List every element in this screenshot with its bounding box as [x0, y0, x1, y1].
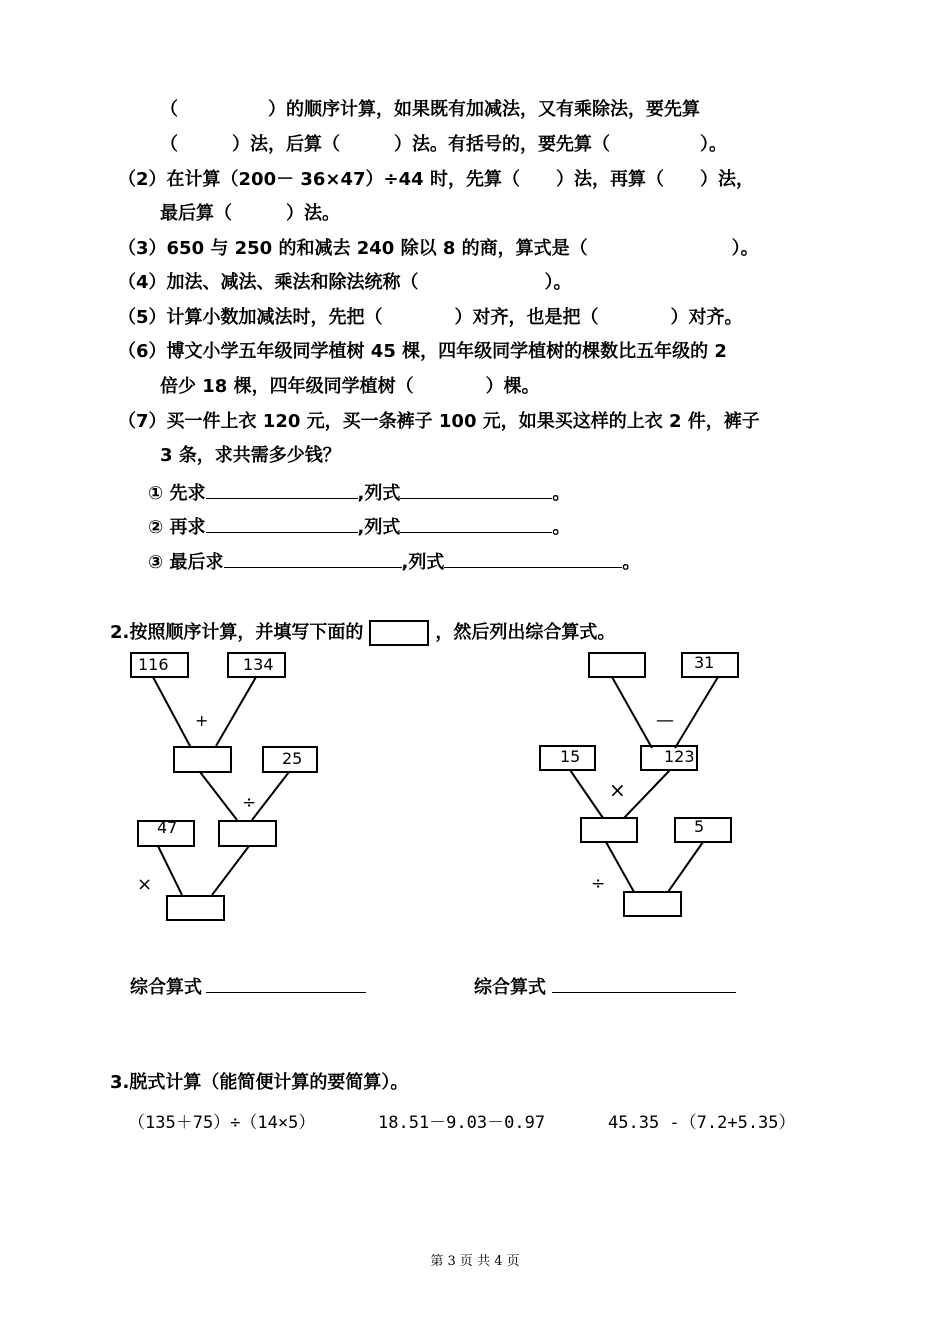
label-123: 123: [664, 747, 695, 766]
step-2-formula-blank[interactable]: [400, 514, 552, 533]
op-divide-right: ÷: [591, 874, 606, 894]
left-link-4: [252, 772, 289, 820]
label-5: 5: [694, 817, 705, 836]
combo-right-label: 综合算式: [474, 977, 546, 998]
op-minus: —: [656, 710, 674, 731]
answer-box-product[interactable]: [167, 896, 224, 920]
step-1-formula-label: ,列式: [357, 483, 401, 504]
right-link-4: [624, 770, 670, 818]
q1-part-2b: 最后算（ ）法。: [160, 203, 340, 224]
answer-box-right-quotient[interactable]: [624, 892, 681, 916]
left-link-3: [200, 772, 237, 820]
op-plus: +: [195, 711, 209, 730]
answer-box-minuend[interactable]: [589, 653, 645, 677]
right-link-5: [606, 842, 634, 892]
label-116: 116: [138, 655, 169, 674]
left-link-1: [153, 677, 190, 746]
op-times-left: ×: [137, 874, 153, 895]
q1-part-4: （4）加法、减法、乘法和除法统称（ ）。: [118, 272, 572, 293]
combo-left: [130, 974, 366, 999]
op-divide-left: ÷: [242, 793, 257, 813]
step-2-formula-label: ,列式: [357, 517, 401, 538]
q3-expr-3: 45.35 -（7.2+5.35）: [608, 1113, 796, 1133]
step-1: [148, 480, 570, 505]
answer-box-quotient[interactable]: [219, 821, 276, 846]
step-2-end: 。: [552, 517, 571, 538]
answer-box-right-product[interactable]: [581, 818, 637, 842]
step-3-blank[interactable]: [224, 549, 402, 568]
q1-part-3: （3）650 与 250 的和减去 240 除以 8 的商，算式是（ ）。: [118, 238, 759, 259]
q1-part-6a: （6）博文小学五年级同学植树 45 棵，四年级同学植树的棵数比五年级的 2: [118, 341, 727, 362]
step-3: [148, 549, 640, 574]
label-25: 25: [282, 749, 303, 768]
step-2-blank[interactable]: [206, 514, 358, 533]
q2-title-a: 2.按照顺序计算，并填写下面的: [110, 622, 364, 643]
combo-right: [474, 974, 736, 999]
q1-part-7b: 3 条，求共需多少钱？: [160, 445, 341, 466]
label-134: 134: [243, 655, 274, 674]
q3-title: 3.脱式计算（能简便计算的要简算）。: [110, 1072, 409, 1093]
page-footer: 第 3 页 共 4 页: [430, 1254, 520, 1269]
left-link-2: [216, 677, 256, 746]
label-15: 15: [560, 747, 581, 766]
step-2: [148, 514, 570, 539]
answer-box-sum[interactable]: [174, 747, 231, 772]
step-3-formula-blank[interactable]: [444, 549, 622, 568]
q3-expr-1: （135＋75）÷（14×5）: [128, 1113, 316, 1133]
step-1-end: 。: [552, 483, 571, 504]
step-3-formula-label: ,列式: [401, 552, 445, 573]
q1-part-2a: （2）在计算（200－ 36×47）÷44 时，先算（ ）法，再算（ ）法，: [118, 169, 754, 190]
left-link-6: [212, 846, 249, 895]
q1-part-5: （5）计算小数加减法时，先把（ ）对齐，也是把（ ）对齐。: [118, 307, 743, 328]
step-1-blank[interactable]: [206, 480, 358, 499]
q1-line-1: （ ）的顺序计算，如果既有加减法，又有乘除法，要先算: [160, 99, 700, 120]
right-link-6: [668, 842, 703, 892]
combo-left-blank[interactable]: [206, 974, 366, 993]
q3-expr-2: 18.51－9.03－0.97: [378, 1113, 546, 1133]
label-31: 31: [694, 653, 715, 672]
op-times-right: ×: [609, 778, 626, 802]
q1-line-2: （ ）法，后算（ ）法。有括号的，要先算（ ）。: [160, 134, 727, 155]
step-3-end: 。: [622, 552, 641, 573]
q1-part-6b: 倍少 18 棵，四年级同学植树（ ）棵。: [160, 376, 540, 397]
right-link-3: [570, 770, 603, 818]
q2-title-b: ，然后列出综合算式。: [435, 622, 616, 643]
q1-part-7a: （7）买一件上衣 120 元，买一条裤子 100 元，如果买这样的上衣 2 件，裤子: [118, 411, 760, 432]
step-1-formula-blank[interactable]: [400, 480, 552, 499]
step-2-label: ② 再求: [148, 517, 206, 538]
step-1-label: ① 先求: [148, 483, 206, 504]
label-47: 47: [157, 818, 178, 837]
left-link-5: [158, 846, 182, 895]
combo-left-label: 综合算式: [130, 977, 202, 998]
combo-right-blank[interactable]: [552, 974, 736, 993]
right-link-2: [675, 677, 718, 748]
right-link-1: [612, 677, 652, 748]
step-3-label: ③ 最后求: [148, 552, 224, 573]
